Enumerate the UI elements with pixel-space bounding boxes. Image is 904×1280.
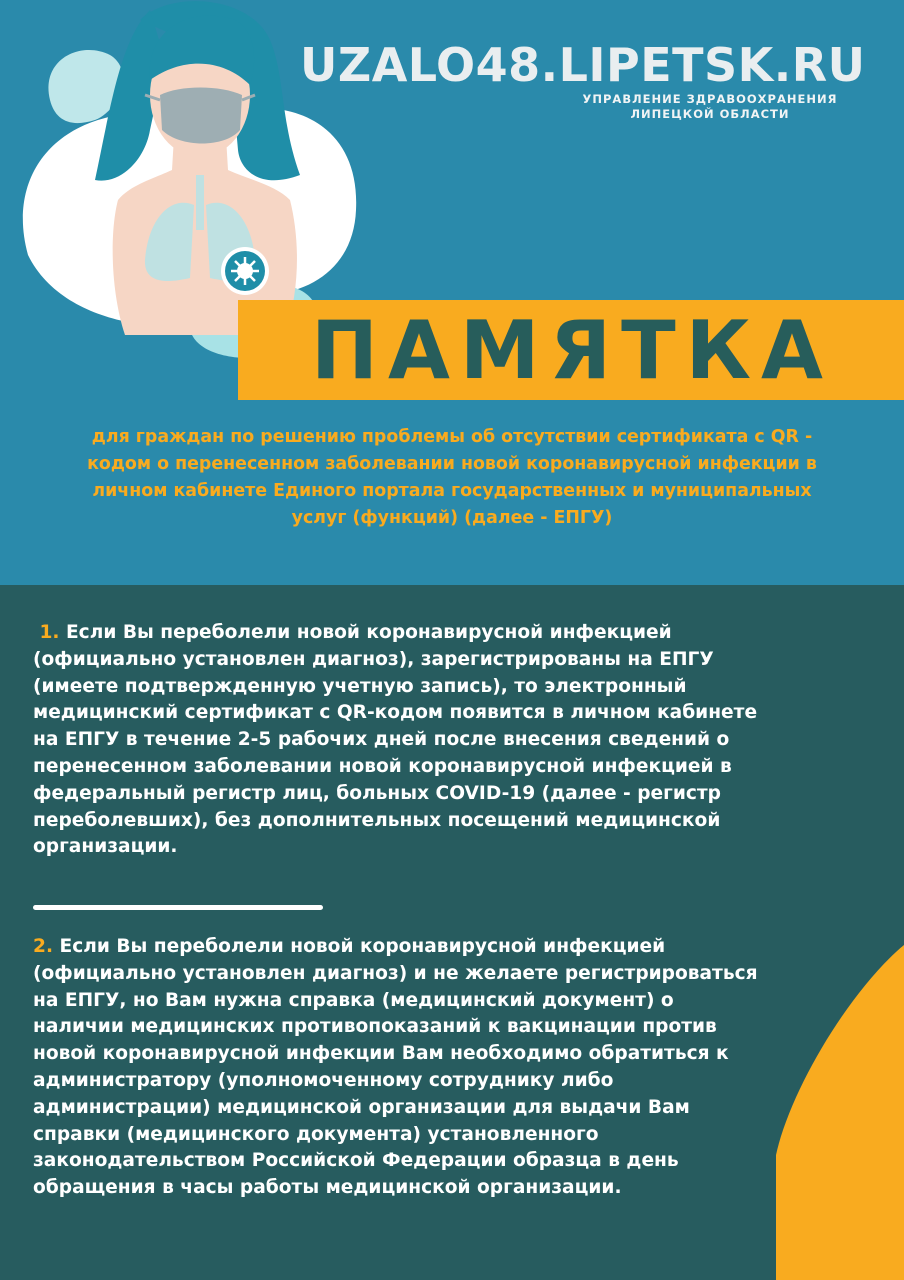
item-2-line: на ЕПГУ, но Вам нужна справка (медицинский документ) о bbox=[33, 989, 674, 1011]
subtitle-line: кодом о перенесенном заболевании новой коронавирусной инфекции в bbox=[87, 454, 817, 474]
subtitle-line: для граждан по решению проблемы об отсутствии сертификата с QR - bbox=[91, 427, 813, 447]
item-2 bbox=[33, 934, 891, 1202]
page-title: ПАМЯТКА bbox=[311, 304, 833, 397]
item-2-line: наличии медицинских противопоказаний к вакцинации против bbox=[33, 1016, 717, 1038]
item-2-line: законодательством Российской Федерации образца в день bbox=[33, 1150, 679, 1172]
item-2-line: администрации) медицинской организации для выдачи Вам bbox=[33, 1096, 690, 1118]
item-1 bbox=[33, 620, 891, 861]
department-line: ЛИПЕЦКОЙ ОБЛАСТИ bbox=[630, 107, 790, 121]
item-2-line: администратору (уполномоченному сотруднику либо bbox=[33, 1069, 614, 1091]
item-2-line bbox=[33, 934, 891, 961]
item-2-line: (официально установлен диагноз) и не желаете регистрироваться bbox=[33, 962, 758, 984]
subtitle-line: услуг (функций) (далее - ЕПГУ) bbox=[291, 508, 613, 528]
item-text: Если Вы переболели новой коронавирусной инфекцией bbox=[59, 622, 672, 643]
virus-icon bbox=[221, 247, 269, 295]
item-1-line: (официально установлен диагноз), зарегистрированы на ЕПГУ bbox=[33, 648, 714, 670]
subtitle bbox=[20, 424, 884, 532]
item-1-line: перенесенном заболевании новой коронавирусной инфекцией в bbox=[33, 755, 732, 777]
item-1-line: федеральный регистр лиц, больных COVID-19 (далее - регистр bbox=[33, 782, 721, 804]
item-1-line bbox=[33, 620, 891, 647]
site-url: UZALO48.LIPETSK.RU bbox=[300, 38, 866, 92]
divider bbox=[33, 905, 323, 910]
department-line: УПРАВЛЕНИЕ ЗДРАВООХРАНЕНИЯ bbox=[582, 92, 838, 106]
item-1-line: переболевших), без дополнительных посещений медицинской bbox=[33, 809, 721, 831]
subtitle-line: личном кабинете Единого портала государственных и муниципальных bbox=[92, 481, 812, 501]
item-1-line: медицинский сертификат с QR-кодом появится в личном кабинете bbox=[33, 702, 758, 724]
item-2-line: обращения в часы работы медицинской организации. bbox=[33, 1177, 622, 1199]
face-mask bbox=[160, 88, 242, 144]
item-text: Если Вы переболели новой коронавирусной инфекцией bbox=[53, 936, 666, 957]
department-name bbox=[540, 92, 880, 122]
item-1-line: на ЕПГУ в течение 2-5 рабочих дней после внесения сведений о bbox=[33, 729, 730, 751]
item-1-line: (имеете подтвержденную учетную запись), то электронный bbox=[33, 675, 687, 697]
item-number: 1. bbox=[39, 622, 60, 643]
item-1-line: организации. bbox=[33, 836, 178, 858]
item-2-line: новой коронавирусной инфекции Вам необходимо обратиться к bbox=[33, 1043, 729, 1065]
item-number: 2. bbox=[33, 936, 54, 957]
item-2-line: справки (медицинского документа) установленного bbox=[33, 1123, 599, 1145]
